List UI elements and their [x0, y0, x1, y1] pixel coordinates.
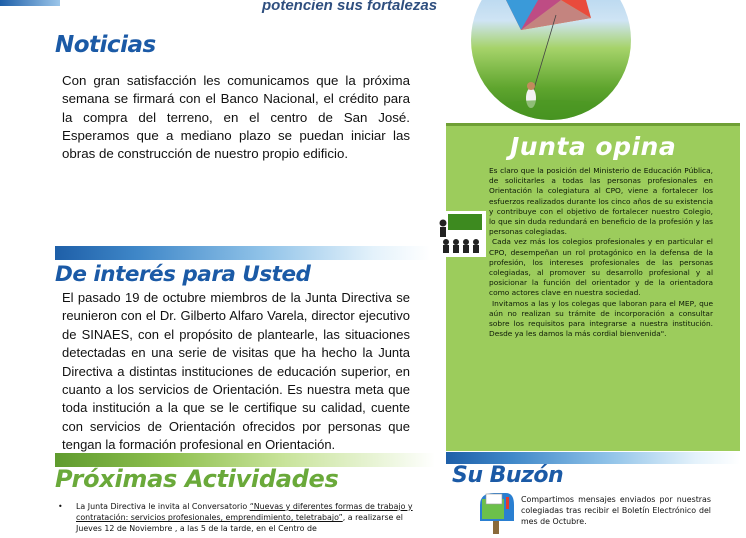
proximas-heading: Próximas Actividades — [55, 465, 339, 493]
junta-paragraph-1: Es claro que la posición del Ministerio de Educación Pública, de solicitarles a todas las personas profesionales en Orientación la colegiatura al CPO, viene a fortalecer los esfuerzos realizados durante los cinco años de su existencia y contribuye con el objetivo de fortalecer nuestro Colegio, lo que sin duda redundará en beneficio de la profesión y las personas colegiadas. — [489, 166, 713, 237]
proximas-item-prefix: La Junta Directiva le invita al Conversatorio — [76, 502, 248, 511]
noticias-body: Con gran satisfacción les comunicamos que la próxima semana se firmará con el Banco Nacional, el crédito para la compra del terreno, en el centro de San José. Esperamos que a mediano plazo se puedan iniciar las obras de construcción de nuestro propio edificio. — [62, 73, 410, 162]
junta-paragraph-2: Cada vez más los colegios profesionales y en particular el CPO, desempeñan un rol protagónico en la defensa de la profesión, los intereses profesionales de las personas colegiadas, al promover su desarrollo profesional y al posicionar la función del orientador y de la orientadora como actores clave en nuestra sociedad. — [489, 237, 713, 298]
junta-opina-heading: Junta opina — [510, 132, 677, 161]
proximas-list-item — [58, 501, 418, 535]
header-tagline: potencien sus fortalezas — [262, 0, 438, 14]
interes-heading: De interés para Usted — [55, 262, 311, 287]
buzon-heading: Su Buzón — [452, 463, 564, 488]
top-left-accent — [0, 0, 60, 6]
interes-header-bar — [55, 246, 430, 260]
interes-body: El pasado 19 de octubre miembros de la Junta Directiva se reunieron con el Dr. Gilberto Alfaro Varela, director ejecutivo de SINAES, con el propósito de plantearle, las situaciones detectadas en una serie de visitas que ha hecho la Junta Directiva a distintas instituciones de educación superior, en cuanto a los servicios de Orientación. Es nuestra meta que toda institución a la que se le certifique su calidad, cuente con servicios de Orientación ofrecidos por personas que tengan la formación profesional en Orientación. — [62, 290, 410, 453]
noticias-heading: Noticias — [55, 32, 156, 58]
mailbox-icon — [476, 491, 516, 534]
meeting-icon — [436, 211, 486, 257]
buzon-body: Compartimos mensajes enviados por nuestras colegiadas tras recibir el Boletín Electrónico del mes de Octubre. — [521, 495, 711, 526]
junta-opina-text — [489, 166, 713, 339]
proximas-item-suffix: , a realizarse el Jueves 12 de Noviembre , a las 5 de la tarde, en el Centro de — [76, 513, 403, 534]
junta-paragraph-3: Invitamos a las y los colegas que laboran para el MEP, que aún no realizan su trámite de incorporación a consultar sobre los requisitos para integrarse a nuestra institución. Desde ya les damos la más cordial bienvenida". — [489, 298, 713, 339]
bullet-icon: • — [58, 502, 63, 511]
conversatorio-link[interactable]: “Nuevas y diferentes formas de trabajo y contratación: servicios profesionales, emprendimiento, teletrabajo” — [76, 502, 413, 523]
kite-field-image — [471, 0, 631, 120]
